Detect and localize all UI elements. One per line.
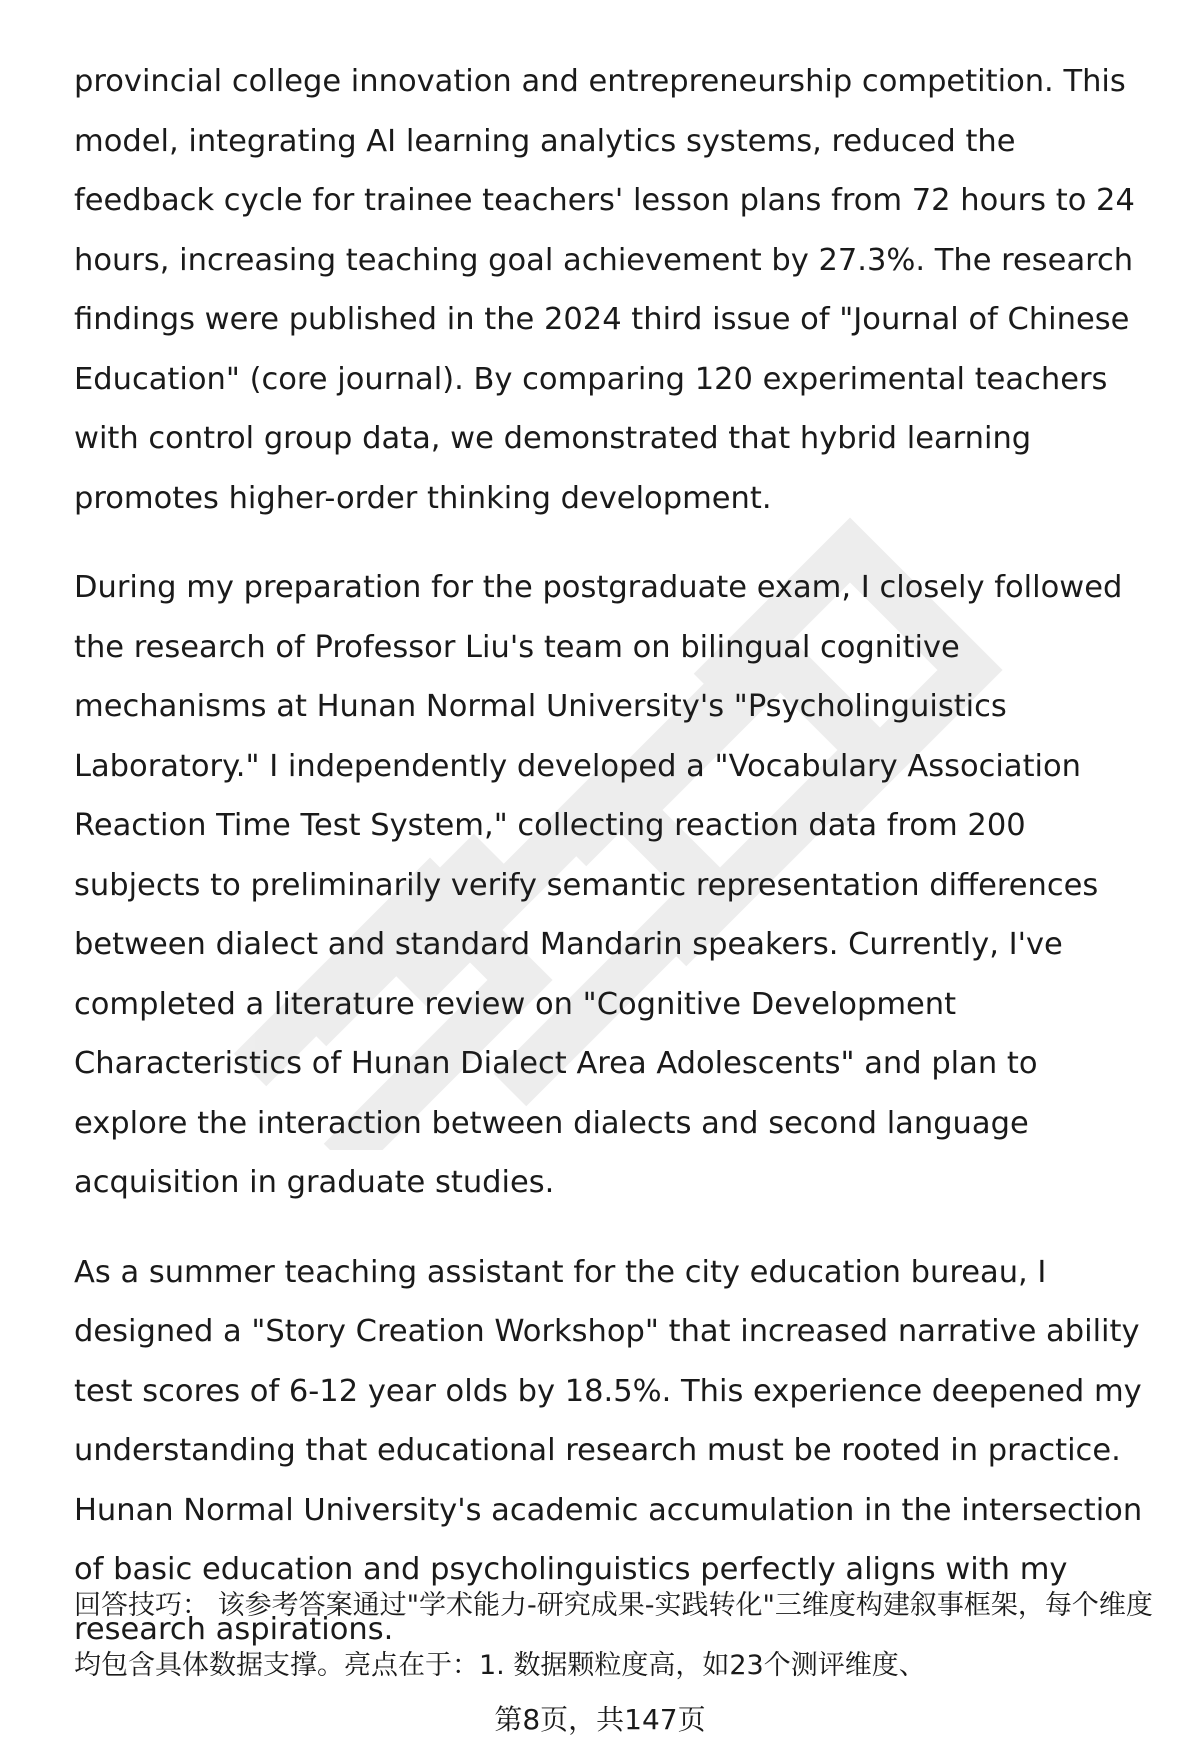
page-number: 第8页，共147页 xyxy=(494,1703,706,1736)
answer-tips: 回答技巧： 该参考答案通过"学术能力-研究成果-实践转化"三维度构建叙事框架，每个维度均包含具体数据支撑。亮点在于：1. 数据颗粒度高，如23个测评维度、 xyxy=(74,1590,1153,1681)
document-body xyxy=(74,52,1154,1689)
paragraph-2: During my preparation for the postgraduate exam, I closely followed the research of Professor Liu's team on bilingual cognitive mechanisms at Hunan Normal University's "Psycholinguistics Laboratory." I independently developed a "Vocabulary Association Reaction Time Test System," collecting reaction data from 200 subjects to preliminarily verify semantic representation differences between dialect and standard Mandarin speakers. Currently, I've completed a literature review on "Cognitive Development Characteristics of Hunan Dialect Area Adolescents" and plan to explore the interaction between dialects and second language acquisition in graduate studies. xyxy=(74,570,1123,1200)
paragraph-3: As a summer teaching assistant for the city education bureau, I designed a "Story Creation Workshop" that increased narrative ability test scores of 6-12 year olds by 18.5%. This experience deepened my understanding that educational research must be rooted in practice. Hunan Normal University's academic accumulation in the intersection of basic education and psycholinguistics perfectly aligns with my research aspirations. xyxy=(74,1254,1143,1647)
paragraph-1: provincial college innovation and entrepreneurship competition. This model, integrating AI learning analytics systems, reduced the feedback cycle for trainee teachers' lesson plans from 72 hours to 24 hours, increasing teaching goal achievement by 27.3%. The research findings were published in the 2024 third issue of "Journal of Chinese Education" (core journal). By comparing 120 experimental teachers with control group data, we demonstrated that hybrid learning promotes higher-order thinking development. xyxy=(74,64,1135,516)
